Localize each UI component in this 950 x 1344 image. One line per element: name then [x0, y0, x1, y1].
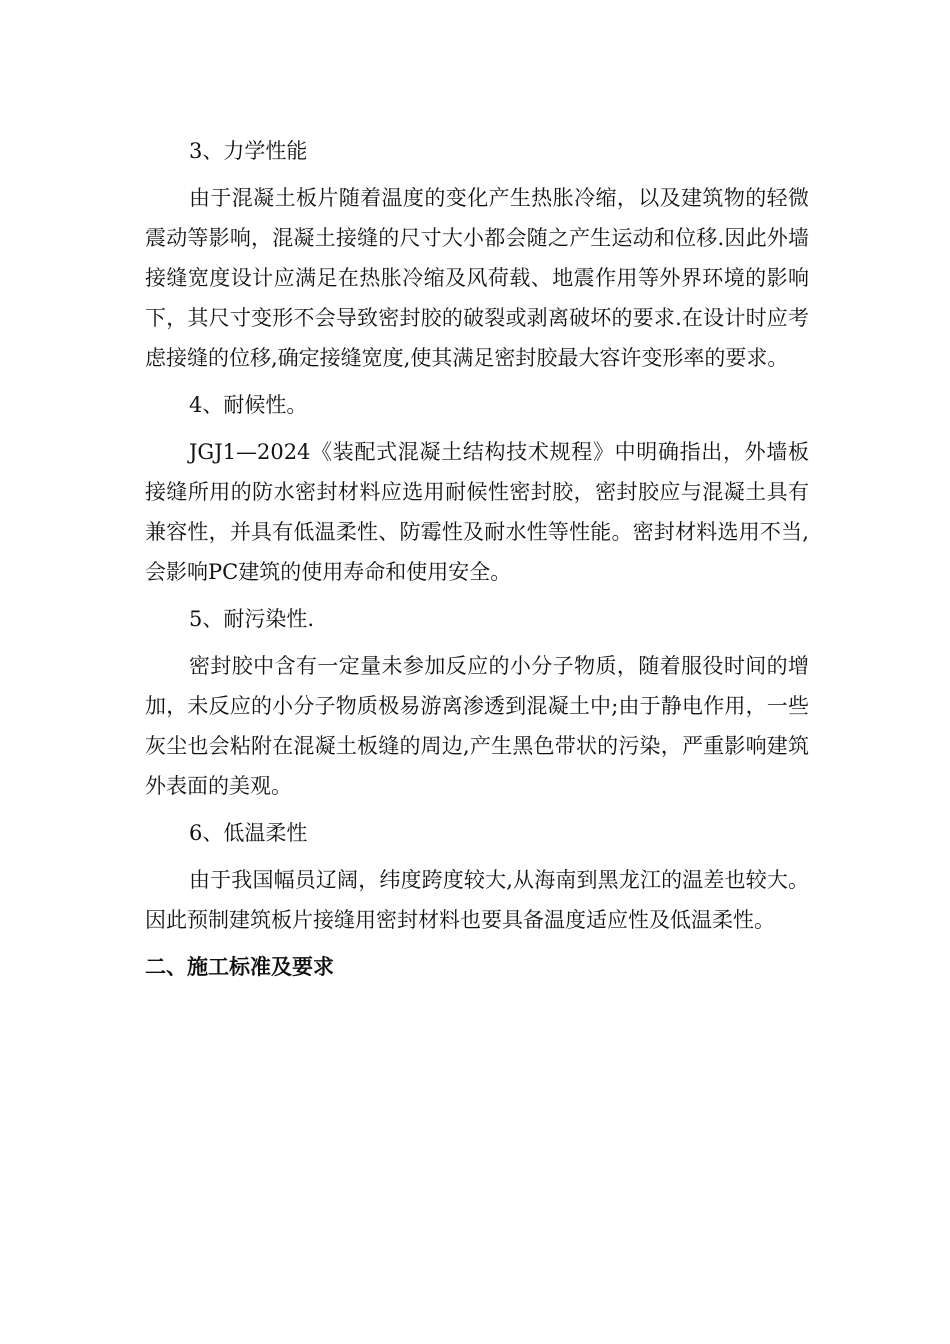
document-page [145, 132, 809, 986]
section-title-construction-standards: 二、施工标准及要求 [145, 955, 334, 979]
subheading-low-temp-flexibility: 6、低温柔性 [189, 821, 308, 845]
paragraph-mechanical-properties: 由于混凝土板片随着温度的变化产生热胀冷缩，以及建筑物的轻微震动等影响，混凝土接缝的尺寸大小都会随之产生运动和位移.因此外墙接缝宽度设计应满足在热胀冷缩及风荷载、地震作用等外界环境的影响下，其尺寸变形不会导致密封胶的破裂或剥离破坏的要求.在设计时应考虑接缝的位移,确定接缝宽度,使其满足密封胶最大容许变形率的要求。 [145, 186, 809, 370]
paragraph-low-temp-flexibility: 由于我国幅员辽阔，纬度跨度较大,从海南到黑龙江的温差也较大。因此预制建筑板片接缝用密封材料也要具备温度适应性及低温柔性。 [145, 868, 809, 932]
paragraph-weather-resistance: JGJ1—2024《装配式混凝土结构技术规程》中明确指出，外墙板接缝所用的防水密封材料应选用耐候性密封胶，密封胶应与混凝土具有兼容性，并具有低温柔性、防霉性及耐水性等性能。密封材料选用不当,会影响PC建筑的使用寿命和使用安全。 [145, 440, 809, 584]
subheading-stain-resistance: 5、耐污染性. [189, 607, 315, 631]
paragraph-stain-resistance: 密封胶中含有一定量未参加反应的小分子物质，随着服役时间的增加，未反应的小分子物质极易游离渗透到混凝土中;由于静电作用，一些灰尘也会粘附在混凝土板缝的周边,产生黑色带状的污染，严重影响建筑外表面的美观。 [145, 654, 809, 798]
subheading-weather-resistance: 4、耐候性。 [189, 393, 308, 417]
subheading-mechanical-properties: 3、力学性能 [189, 139, 308, 163]
